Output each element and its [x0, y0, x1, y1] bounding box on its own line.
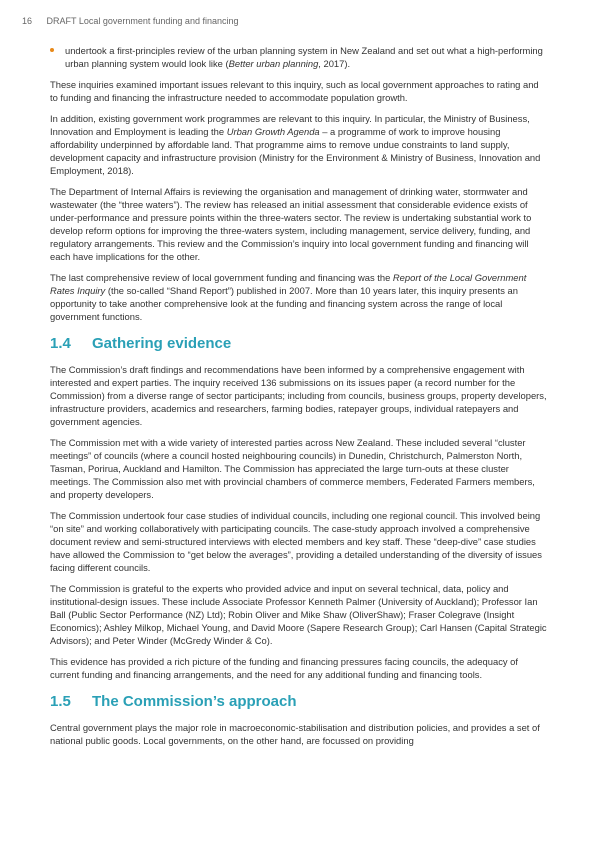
page-header	[22, 16, 238, 26]
running-title: DRAFT Local government funding and financing	[46, 16, 239, 26]
paragraph: This evidence has provided a rich picture of the funding and financing pressures facing councils, the adequacy of current funding and financing arrangements, and the need for any additional funding and financing tools.	[50, 656, 518, 680]
paragraph: The last comprehensive review of local government funding and financing was the Report of the Local Government Rates Inquiry (the so-called “Shand Report”) published in 2007. More than 10 years later, this inquiry presents an opportunity to take another comprehensive look at the funding and financing system across the range of local government functions.	[50, 272, 527, 322]
bullet-item: undertook a first-principles review of the urban planning system in New Zealand and set out what a high-performing urban planning system would look like (Better urban planning, 2017).	[50, 44, 547, 70]
bullet-dot-icon	[50, 48, 54, 52]
paragraph: In addition, existing government work programmes are relevant to this inquiry. In particular, the Ministry of Business, Innovation and Employment is leading the Urban Growth Agenda – a programme of work to improve housing affordability underpinned by affordable land. That programme aims to remove undue constraints to land supply, development capacity and infrastructure provision (Ministry for the Environment & Ministry of Business, Innovation and Employment, 2018).	[50, 113, 541, 176]
paragraph: The Department of Internal Affairs is reviewing the organisation and management of drinking water, stormwater and wastewater (the “three waters”). The review has released an initial assessment that considerable evidence exists of under-performance and pressure points within the three-waters sector. The review is undertaking substantial work to develop reform options for improving the three-waters system, including management, service delivery, funding, and regulatory arrangements. This review and the Commission’s inquiry into local government funding and financing will each have implications for the other.	[50, 186, 532, 262]
section-heading	[50, 335, 547, 353]
section-title: The Commission’s approach	[92, 693, 297, 710]
paragraph: The Commission met with a wide variety of interested parties across New Zealand. These included several “cluster meetings” of councils (where a council hosted neighbouring councils) in Dunedin, Christchurch, Palmerston North, Tasman, Porirua, Auckland and Hamilton. The Commission has appreciated the large turn-outs at these cluster meetings. The Commission also met with provincial chambers of commerce members, Federated Farmers members, and property developers.	[50, 437, 535, 500]
paragraph: The Commission’s draft findings and recommendations have been informed by a comprehensive engagement with interested and expert parties. The inquiry received 136 submissions on its issues paper (a record number for the Commission) from a diverse range of sector participants; including from councils, business groups, property developers, infrastructure providers, academics and researchers, farming bodies, ratepayer groups, individual ratepayers and government agencies.	[50, 364, 547, 427]
section-heading	[50, 693, 547, 711]
page-number: 16	[22, 16, 33, 26]
body-content	[50, 44, 547, 755]
paragraph: The Commission undertook four case studies of individual councils, including one regional council. This involved being “on site” and working collaboratively with participating councils. The case-study approach involved a comprehensive document review and semi-structured interviews with elected members and key staff. These “deep-dive” case studies have allowed the Commission to “get below the averages”, providing a detailed understanding of the diversity of issues facing different councils.	[50, 510, 542, 573]
paragraph: Central government plays the major role in macroeconomic-stabilisation and distribution policies, and provides a set of national public goods. Local governments, on the other hand, are focussed on providing	[50, 722, 540, 746]
paragraph: The Commission is grateful to the experts who provided advice and input on several technical, data, policy and institutional-design issues. These include Associate Professor Kenneth Palmer (University of Auckland); Professor Ian Ball (Public Sector Performance (NZ) Ltd); Robin Oliver and Mike Shaw (OliverShaw); Fraser Colegrave (Insight Economics); Ashley Milkop, Michael Young, and David Moore (Sapere Research Group); Carl Hansen (Capital Strategic Advisors); and Peter Winder (McGredy Winder & Co).	[50, 583, 547, 646]
section-number: 1.4	[50, 335, 71, 352]
section-title: Gathering evidence	[92, 335, 232, 352]
section-number: 1.5	[50, 693, 71, 710]
paragraph: These inquiries examined important issues relevant to this inquiry, such as local government approaches to rating and to funding and financing the infrastructure needed to accommodate population growth.	[50, 79, 539, 103]
